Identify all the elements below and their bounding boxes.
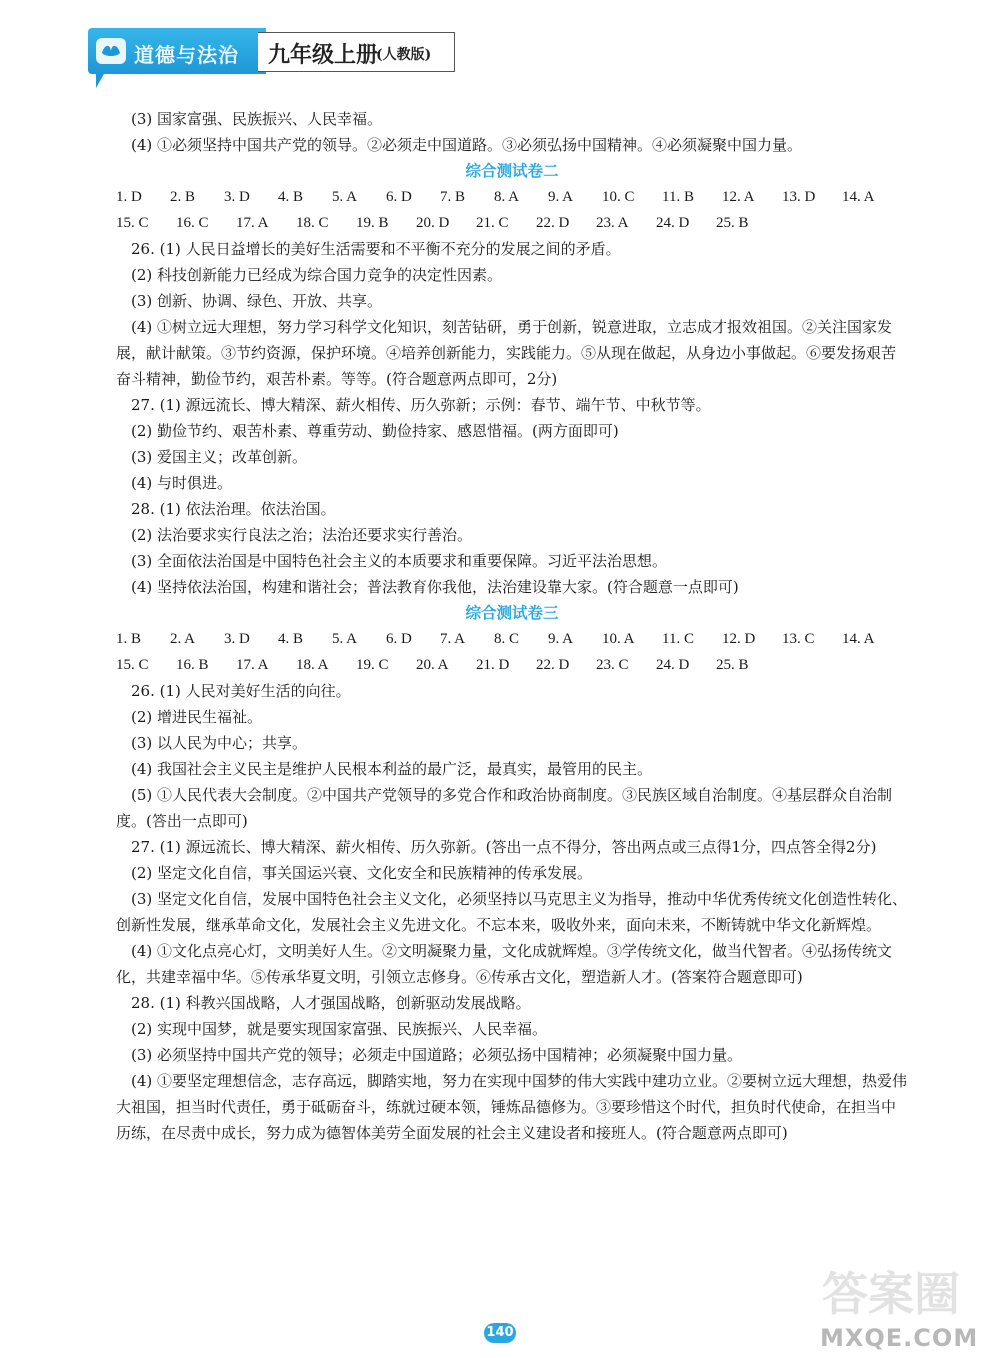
choice-answers-test2: [116, 184, 908, 236]
choice-answer: 7. A: [440, 631, 466, 647]
choice-answer: 10. C: [602, 189, 635, 205]
choice-answer: 2. A: [170, 631, 196, 647]
watermark-logo-icon: [818, 1262, 978, 1320]
choice-answer: 24. D: [656, 657, 690, 673]
choice-answer: 25. B: [716, 657, 749, 673]
subject-badge: [88, 28, 266, 74]
choice-answer: 11. B: [662, 189, 694, 205]
section-title-test3: 综合测试卷三: [465, 604, 559, 622]
answer-line: 28. (1) 科教兴国战略，人才强国战略，创新驱动发展战略。: [131, 994, 531, 1012]
answer-paragraph: (4) ①要坚定理想信念，志存高远，脚踏实地，努力在实现中国梦的伟大实践中建功立业。②要树立远大理想，热爱伟大祖国，担当时代责任，勇于砥砺奋斗，练就过硬本领，锤炼品德修为。③要珍惜这个时代，担负时代使命，在担当中历练，在尽责中成长，努力成为德智体美劳全面发展的社会主义建设者和接班人。(符合题意两点即可): [116, 1072, 908, 1142]
choice-answer: 23. A: [596, 215, 629, 231]
choice-answer: 20. D: [416, 215, 450, 231]
choice-answer: 16. B: [176, 657, 209, 673]
choice-answer: 2. B: [170, 189, 196, 205]
answer-paragraph: (3) 坚定文化自信，发展中国特色社会主义文化，必须坚持以马克思主义为指导，推动中华优秀传统文化创造性转化、创新性发展，继承革命文化，发展社会主义先进文化。不忘本来，吸收外来，面向未来，不断铸就中华文化新辉煌。: [116, 890, 908, 934]
watermark-logo-text: 答案圈: [822, 1267, 960, 1320]
answer-line: 26. (1) 人民日益增长的美好生活需要和不平衡不充分的发展之间的矛盾。: [131, 240, 621, 258]
prev-answer-line: (3) 国家富强、民族振兴、人民幸福。: [131, 110, 383, 128]
choice-answer: 4. B: [278, 189, 304, 205]
answer-line: (4) 我国社会主义民主是维护人民根本利益的最广泛，最真实，最管用的民主。: [131, 760, 653, 778]
choice-answer: 3. D: [224, 189, 250, 205]
section-title-test2: 综合测试卷二: [465, 162, 559, 180]
choice-answer: 22. D: [536, 657, 570, 673]
choice-answer: 18. A: [296, 657, 329, 673]
book-header: [88, 28, 454, 74]
choice-answer: 25. B: [716, 215, 749, 231]
page-number: 140: [484, 1323, 516, 1343]
choice-answer: 1. B: [116, 631, 142, 647]
answer-line: (2) 法治要求实行良法之治；法治还要求实行善治。: [131, 526, 473, 544]
edition-label: (人教版): [376, 47, 432, 63]
choice-answer: 15. C: [116, 657, 149, 673]
prev-answer-line: (4) ①必须坚持中国共产党的领导。②必须走中国道路。③必须弘扬中国精神。④必须凝聚中国力量。: [131, 136, 803, 154]
choice-answer: 22. D: [536, 215, 570, 231]
choice-answer: 19. C: [356, 657, 389, 673]
choice-answer: 17. A: [236, 215, 269, 231]
answer-line: (4) 坚持依法治国，构建和谐社会；普法教育你我他，法治建设靠大家。(符合题意一点即可): [131, 578, 739, 596]
answer-line: (3) 爱国主义；改革创新。: [131, 448, 308, 466]
answer-paragraph: 27. (1) 源远流长、博大精深、薪火相传、历久弥新。(答出一点不得分，答出两点或三点得1分，四点答全得2分): [131, 838, 877, 856]
answer-line: 27. (1) 源远流长、博大精深、薪火相传、历久弥新；示例：春节、端午节、中秋节等。: [131, 396, 711, 414]
choice-answer: 15. C: [116, 215, 149, 231]
grade-title: 九年级上册: [268, 42, 379, 68]
book-logo-icon: [96, 38, 126, 64]
answer-content: [116, 106, 908, 1146]
choice-answer: 12. D: [722, 631, 756, 647]
answer-line: (2) 科技创新能力已经成为综合国力竞争的决定性因素。: [131, 266, 503, 284]
watermark: [798, 1262, 988, 1352]
answer-paragraph: (4) ①树立远大理想，努力学习科学文化知识，刻苦钻研，勇于创新，锐意进取，立志成才报效祖国。②关注国家发展，献计献策。③节约资源，保护环境。④培养创新能力，实践能力。⑤从现在做起，从身边小事做起。⑥要发扬艰苦奋斗精神，勤俭节约，艰苦朴素。等等。(符合题意两点即可，2分): [116, 318, 897, 388]
watermark-url: MXQE.COM: [820, 1324, 979, 1352]
answer-line: (4) 与时俱进。: [131, 474, 233, 492]
choice-answer: 6. D: [386, 189, 412, 205]
answer-line: (3) 以人民为中心；共享。: [131, 734, 308, 752]
choice-answer: 13. D: [782, 189, 816, 205]
choice-answer: 20. A: [416, 657, 449, 673]
header-tail-decoration: [96, 74, 104, 88]
grade-box: [258, 32, 455, 72]
subject-title: 道德与法治: [134, 43, 239, 67]
choice-answer: 17. A: [236, 657, 269, 673]
choice-answer: 16. C: [176, 215, 209, 231]
choice-answer: 8. A: [494, 189, 520, 205]
choice-answer: 24. D: [656, 215, 690, 231]
answer-line: (2) 勤俭节约、艰苦朴素、尊重劳动、勤俭持家、感恩惜福。(两方面即可): [131, 422, 619, 440]
choice-answer: 21. D: [476, 657, 510, 673]
choice-answer: 23. C: [596, 657, 629, 673]
choice-answer: 9. A: [548, 189, 574, 205]
choice-answer: 14. A: [842, 189, 875, 205]
answer-line: (3) 创新、协调、绿色、开放、共享。: [131, 292, 383, 310]
choice-answer: 3. D: [224, 631, 250, 647]
choice-answer: 5. A: [332, 631, 358, 647]
answer-paragraph: (5) ①人民代表大会制度。②中国共产党领导的多党合作和政治协商制度。③民族区域自治制度。④基层群众自治制度。(答出一点即可): [116, 786, 893, 830]
answer-line: 26. (1) 人民对美好生活的向往。: [131, 682, 351, 700]
choice-answer: 18. C: [296, 215, 329, 231]
answer-line: (2) 坚定文化自信，事关国运兴衰、文化安全和民族精神的传承发展。: [131, 864, 593, 882]
choice-answer: 4. B: [278, 631, 304, 647]
choice-answer: 10. A: [602, 631, 635, 647]
answer-line: 28. (1) 依法治理。依法治国。: [131, 500, 336, 518]
answer-line: (2) 实现中国梦，就是要实现国家富强、民族振兴、人民幸福。: [131, 1020, 548, 1038]
choice-answer: 14. A: [842, 631, 875, 647]
choice-answer: 12. A: [722, 189, 755, 205]
choice-answer: 19. B: [356, 215, 389, 231]
choice-answer: 11. C: [662, 631, 694, 647]
choice-answer: 5. A: [332, 189, 358, 205]
choice-answers-test3: [116, 626, 908, 678]
answer-line: (3) 全面依法治国是中国特色社会主义的本质要求和重要保障。习近平法治思想。: [131, 552, 668, 570]
choice-answer: 1. D: [116, 189, 142, 205]
choice-answer: 21. C: [476, 215, 509, 231]
answer-line: (3) 必须坚持中国共产党的领导；必须走中国道路；必须弘扬中国精神；必须凝聚中国力量。: [131, 1046, 743, 1064]
answer-line: (2) 增进民生福祉。: [131, 708, 263, 726]
choice-answer: 9. A: [548, 631, 574, 647]
choice-answer: 7. B: [440, 189, 466, 205]
choice-answer: 8. C: [494, 631, 520, 647]
choice-answer: 13. C: [782, 631, 815, 647]
answer-paragraph: (4) ①文化点亮心灯，文明美好人生。②文明凝聚力量，文化成就辉煌。③学传统文化，做当代智者。④弘扬传统文化，共建幸福中华。⑤传承华夏文明，引领立志修身。⑥传承古文化，塑造新人才。(答案符合题意即可): [116, 942, 893, 986]
choice-answer: 6. D: [386, 631, 412, 647]
